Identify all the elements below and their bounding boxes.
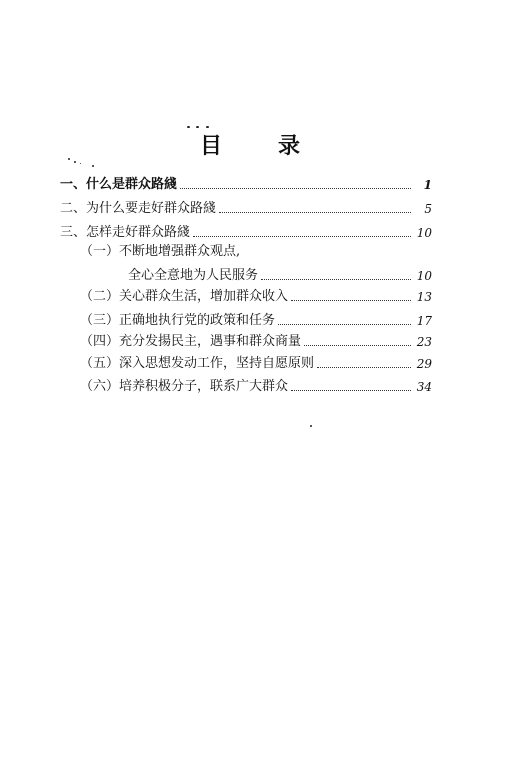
- toc-leader-dots: [180, 187, 411, 189]
- toc-page-number: 23: [416, 335, 432, 349]
- toc-page-number: 10: [416, 226, 432, 240]
- title-char-right: 录: [277, 132, 300, 159]
- toc-entry-1: [60, 176, 432, 194]
- toc-page-number: 10: [416, 269, 432, 283]
- toc-entry-3-6: [80, 378, 432, 396]
- toc-page-number: 17: [416, 314, 432, 328]
- toc-page-number: 1: [423, 178, 432, 192]
- print-speck: [187, 126, 190, 128]
- toc-entry-label: 三、怎样走好群众路綫: [60, 225, 191, 240]
- toc-entry-label: （四）充分发揚民主，遇事和群众商量: [80, 334, 302, 349]
- page-title: [200, 131, 300, 157]
- toc-entry-label: （二）关心群众生活，增加群众收入: [80, 289, 289, 304]
- toc-entry-3-3: [80, 312, 432, 330]
- toc-leader-dots: [291, 389, 411, 391]
- toc-entry-3-1-line-2: [128, 267, 432, 285]
- print-speck: [310, 425, 312, 427]
- toc-entry-3-5: [80, 355, 432, 373]
- toc-entry-3-2: [80, 288, 432, 306]
- print-speck: [80, 163, 81, 164]
- print-speck: [196, 126, 199, 128]
- toc-entry-label: （三）正确地执行党的政策和任务: [80, 313, 276, 328]
- toc-entry-2: [60, 200, 432, 218]
- toc-page-number: 13: [416, 290, 432, 304]
- toc-entry-3-4: [80, 333, 432, 351]
- toc-page-number: 29: [416, 357, 432, 371]
- toc-entry-label: （六）培养积极分子，联系广大群众: [80, 379, 289, 394]
- toc-leader-dots: [291, 299, 411, 301]
- toc-entry-label: （一）不断地增强群众观点,: [80, 244, 241, 259]
- toc-entry-3-1-line-1: [80, 243, 240, 261]
- toc-leader-dots: [317, 366, 411, 368]
- toc-entry-label: （五）深入思想发动工作，坚持自愿原则: [80, 356, 315, 371]
- toc-entry-label: 一、什么是群众路綫: [60, 177, 178, 192]
- print-speck: [68, 158, 70, 160]
- toc-leader-dots: [219, 211, 411, 213]
- toc-leader-dots: [304, 344, 411, 346]
- print-speck: [74, 161, 76, 163]
- toc-page-number: 34: [416, 380, 432, 394]
- toc-leader-dots: [193, 235, 411, 237]
- toc-leader-dots: [278, 323, 411, 325]
- title-char-left: 目: [200, 132, 223, 159]
- toc-entry-label: 全心全意地为人民服务: [128, 268, 259, 283]
- print-speck: [92, 165, 94, 167]
- toc-entry-label: 二、为什么要走好群众路綫: [60, 201, 217, 216]
- toc-page-number: 5: [424, 202, 432, 216]
- toc-leader-dots: [261, 278, 411, 280]
- toc-entry-3: [60, 224, 432, 242]
